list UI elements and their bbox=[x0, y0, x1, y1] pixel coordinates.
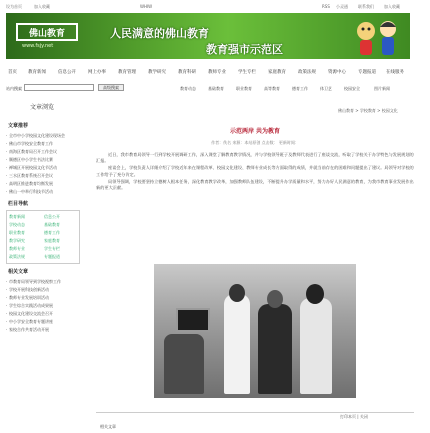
subnav-item[interactable]: 体卫艺 bbox=[320, 86, 332, 91]
subnav-item[interactable]: 职业教育 bbox=[236, 86, 252, 91]
related-articles-heading: 相关文章 bbox=[100, 424, 116, 429]
list-item[interactable]: · 校园文化建设交流会召开 bbox=[6, 310, 86, 318]
nav-item[interactable]: 网上办事 bbox=[88, 70, 106, 75]
column-nav-grid bbox=[6, 210, 80, 264]
logo-text: 佛山教育 bbox=[28, 28, 65, 39]
photo-person-head bbox=[267, 290, 283, 308]
nav-item[interactable]: 政策法规 bbox=[298, 70, 316, 75]
list-item[interactable]: · 南海区教育局召开工作会议 bbox=[6, 148, 86, 156]
photo-person bbox=[258, 304, 292, 394]
mascot-illustration bbox=[352, 17, 402, 57]
list-item[interactable]: · 家校合作共育活动开展 bbox=[6, 326, 86, 334]
print-close-links[interactable]: 打印本页 | 关闭 bbox=[340, 414, 368, 419]
divider bbox=[96, 412, 414, 413]
grid-link[interactable]: 职业教育 bbox=[9, 230, 25, 235]
nav-item[interactable]: 教育新闻 bbox=[28, 70, 46, 75]
site-logo[interactable] bbox=[16, 23, 78, 41]
nav-item[interactable]: 教育管理 bbox=[118, 70, 136, 75]
list-item[interactable]: · 全市中小学校园文化建设现场会 bbox=[6, 132, 86, 140]
nav-item[interactable]: 学生专栏 bbox=[238, 70, 256, 75]
list-item[interactable]: · 学生综合实践活动成果展 bbox=[6, 302, 86, 310]
grid-link[interactable]: 信息公开 bbox=[44, 214, 60, 219]
photo-person-head bbox=[306, 284, 324, 304]
subnav-item[interactable]: 教育动态 bbox=[180, 86, 196, 91]
advanced-search-button[interactable]: 高级搜索 bbox=[98, 84, 124, 91]
article-main bbox=[96, 118, 414, 428]
related-list bbox=[6, 278, 86, 334]
grid-link[interactable]: 教学研究 bbox=[9, 238, 25, 243]
sidebar-heading-related: 相关文章 bbox=[8, 269, 29, 275]
nav-item[interactable]: 资源中心 bbox=[328, 70, 346, 75]
favorite-link[interactable]: 加入收藏 bbox=[384, 4, 400, 9]
sidebar-heading-recommended: 文章推荐 bbox=[8, 123, 29, 129]
nav-item[interactable]: 家庭教育 bbox=[268, 70, 286, 75]
list-item[interactable]: · 顺德区中小学生书法比赛 bbox=[6, 156, 86, 164]
add-favorite-link[interactable]: 加入收藏 bbox=[34, 4, 50, 9]
list-item[interactable]: · 佛山市学校安全教育工作 bbox=[6, 140, 86, 148]
sms-link[interactable]: 小灵通 bbox=[336, 4, 348, 9]
breadcrumb: 佛山教育 > 学校教育 > 校园文化 bbox=[338, 108, 398, 113]
logo-url: www.fsjy.net bbox=[22, 43, 54, 49]
search-label: 站内搜索 bbox=[6, 86, 22, 91]
photo-person-head bbox=[229, 284, 245, 302]
article-title: 示范两岸 共为教育 bbox=[229, 128, 281, 135]
header-banner bbox=[6, 13, 410, 59]
subnav-item[interactable]: 基础教育 bbox=[208, 86, 224, 91]
grid-link[interactable]: 专题报道 bbox=[44, 254, 60, 259]
article-paragraph: 近日，我市教育局领导一行到学校开展调研工作，深入课堂了解教育教学情况，并与学校领导班子及教师代表进行了座谈交流，听取了学校关于办学特色与发展规划的汇报。 bbox=[96, 152, 414, 164]
list-item[interactable]: · 三水区教育系统召开会议 bbox=[6, 172, 86, 180]
subnav-item[interactable]: 校园安全 bbox=[344, 86, 360, 91]
article-paragraph: 局领导强调，学校要坚持立德树人根本任务，深化教育教学改革，加强教师队伍建设，不断提升办学质量和水平，努力办好人民满意的教育，为我市教育事业发展作出新的更大贡献。 bbox=[96, 178, 414, 191]
photo-monitor bbox=[176, 308, 210, 332]
article-body bbox=[96, 152, 414, 192]
rss-link[interactable]: RSS bbox=[322, 4, 330, 9]
grid-link[interactable]: 教育新闻 bbox=[9, 214, 25, 219]
topbar-mid-text: WHIW bbox=[140, 4, 153, 9]
nav-item[interactable]: 首页 bbox=[8, 70, 17, 75]
grid-link[interactable]: 政策法规 bbox=[9, 254, 25, 259]
photo-person bbox=[164, 334, 204, 394]
nav-item[interactable]: 在线服务 bbox=[386, 70, 404, 75]
search-input[interactable] bbox=[24, 84, 94, 91]
list-item[interactable]: · 教师专业发展培训活动 bbox=[6, 294, 86, 302]
banner-tagline-2: 教育强市示范区 bbox=[206, 43, 283, 56]
nav-item[interactable]: 教学研究 bbox=[148, 70, 166, 75]
nav-item[interactable]: 信息公开 bbox=[58, 70, 76, 75]
top-utility-bar bbox=[0, 0, 430, 13]
subnav-item[interactable]: 德育工作 bbox=[292, 86, 308, 91]
contact-link[interactable]: 联系我们 bbox=[358, 4, 374, 9]
sidebar bbox=[6, 118, 86, 428]
section-title: 文章浏览 bbox=[30, 104, 55, 111]
subnav-item[interactable]: 高等教育 bbox=[264, 86, 280, 91]
grid-link[interactable]: 家庭教育 bbox=[44, 238, 60, 243]
article-photo bbox=[154, 264, 356, 398]
main-nav bbox=[6, 66, 410, 78]
recommended-list bbox=[6, 132, 86, 196]
photo-person bbox=[300, 298, 332, 394]
secondary-nav bbox=[178, 84, 410, 94]
subnav-item[interactable]: 图片新闻 bbox=[374, 86, 390, 91]
site-search bbox=[6, 83, 166, 93]
list-item[interactable]: · 学校开展科技创新活动 bbox=[6, 286, 86, 294]
article-paragraph: 座谈会上，学校负责人详细介绍了学校近年来在课程改革、校园文化建设、教师专业成长等方面取得的成绩，并就当前存在的困难和问题提出了建议。局领导对学校的工作给予了充分肯定。 bbox=[96, 165, 414, 177]
grid-link[interactable]: 学校动态 bbox=[9, 222, 25, 227]
list-item[interactable]: · 中小学安全教育专题讲座 bbox=[6, 318, 86, 326]
list-item[interactable]: · 禅城区开展校园文化节活动 bbox=[6, 164, 86, 172]
nav-item[interactable]: 教师专业 bbox=[208, 70, 226, 75]
grid-link[interactable]: 德育工作 bbox=[44, 230, 60, 235]
nav-item[interactable]: 专题报道 bbox=[358, 70, 376, 75]
grid-link[interactable]: 教师专业 bbox=[9, 246, 25, 251]
article-meta: 作者：佚名 来源：本站原创 点击数： 更新时间： bbox=[211, 140, 299, 145]
sidebar-heading-nav: 栏目导航 bbox=[8, 201, 29, 207]
set-homepage-link[interactable]: 设为首页 bbox=[6, 4, 22, 9]
list-item[interactable]: · 市教育局领导到学校视察工作 bbox=[6, 278, 86, 286]
list-item[interactable]: · 佛山一中举行科技节活动 bbox=[6, 188, 86, 196]
grid-link[interactable]: 基础教育 bbox=[44, 222, 60, 227]
nav-item[interactable]: 教育科研 bbox=[178, 70, 196, 75]
list-item[interactable]: · 高明区推进教育均衡发展 bbox=[6, 180, 86, 188]
photo-person bbox=[224, 294, 250, 394]
banner-tagline-1: 人民满意的佛山教育 bbox=[110, 27, 209, 40]
grid-link[interactable]: 学生专栏 bbox=[44, 246, 60, 251]
